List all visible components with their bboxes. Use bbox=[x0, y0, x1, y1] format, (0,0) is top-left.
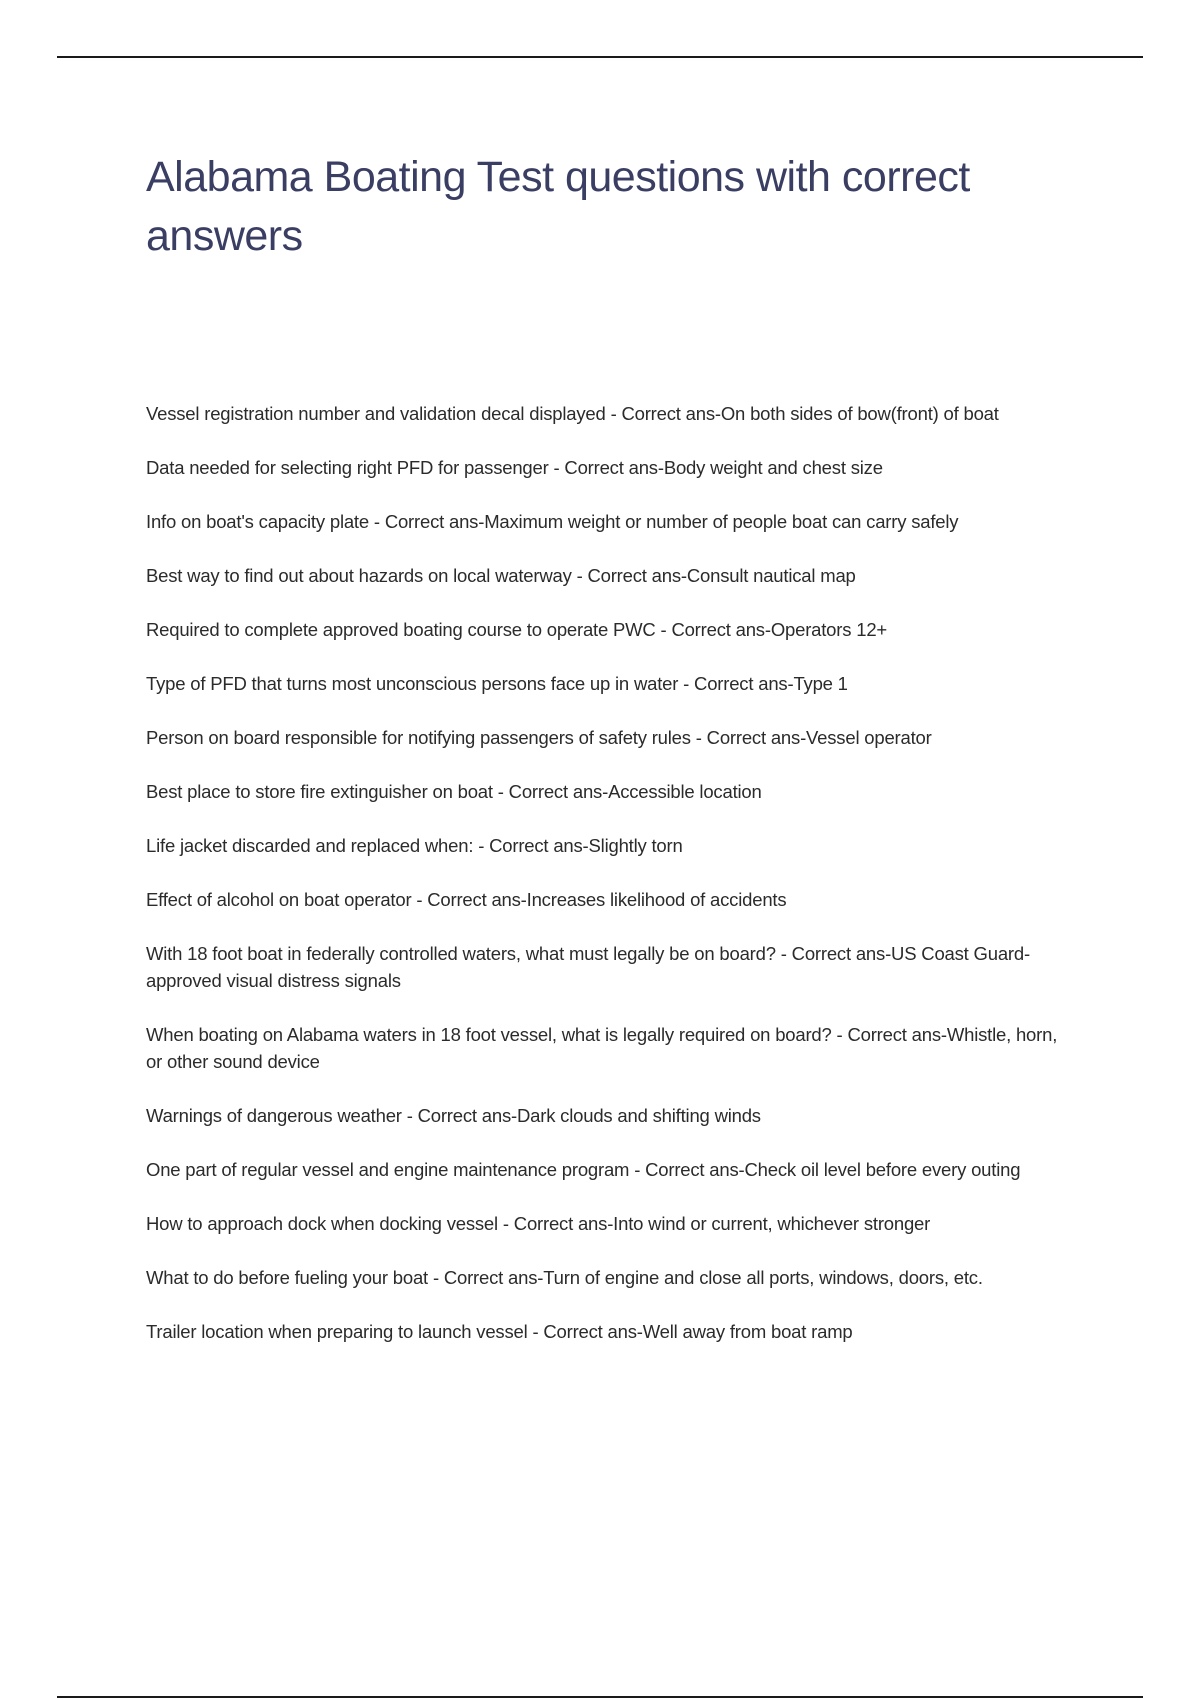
answer-prefix: Correct ans- bbox=[671, 619, 771, 640]
question-text: When boating on Alabama waters in 18 foot vessel, what is legally required on board? bbox=[146, 1024, 832, 1045]
question-text: Vessel registration number and validation decal displayed bbox=[146, 403, 606, 424]
answer-text: Increases likelihood of accidents bbox=[526, 889, 787, 910]
top-rule bbox=[57, 56, 1143, 58]
answer-text: Consult nautical map bbox=[686, 565, 856, 586]
answer-text: Operators 12+ bbox=[770, 619, 888, 640]
qa-item-8 bbox=[146, 778, 1076, 805]
answer-prefix: Correct ans- bbox=[694, 673, 794, 694]
qa-item-5 bbox=[146, 616, 1076, 643]
answer-prefix: Correct ans- bbox=[443, 1267, 544, 1288]
question-text: What to do before fueling your boat bbox=[146, 1267, 428, 1288]
qa-item-2 bbox=[146, 454, 1076, 481]
answer-prefix: Correct ans- bbox=[508, 781, 609, 802]
answer-prefix: Correct ans- bbox=[791, 943, 892, 964]
qa-item-6 bbox=[146, 670, 1076, 697]
answer-text: Dark clouds and shifting winds bbox=[516, 1105, 761, 1126]
answer-text: Maximum weight or number of people boat can carry safely bbox=[484, 511, 959, 532]
answer-text: US Coast Guard-approved visual distress signals bbox=[146, 943, 1030, 991]
answer-prefix: Correct ans- bbox=[543, 1321, 643, 1342]
answer-prefix: Correct ans- bbox=[489, 835, 589, 856]
bottom-rule bbox=[57, 1696, 1143, 1698]
qa-list bbox=[146, 400, 1076, 1372]
answer-prefix: Correct ans- bbox=[587, 565, 687, 586]
question-text: With 18 foot boat in federally controlled waters, what must legally be on board? bbox=[146, 943, 776, 964]
answer-prefix: Correct ans- bbox=[564, 457, 664, 478]
qa-item-9 bbox=[146, 832, 1076, 859]
answer-text: Turn of engine and close all ports, windows, doors, etc. bbox=[543, 1267, 983, 1288]
answer-text: Check oil level before every outing bbox=[744, 1159, 1021, 1180]
qa-item-14 bbox=[146, 1156, 1076, 1183]
answer-text: Into wind or current, whichever stronger bbox=[613, 1213, 931, 1234]
answer-text: Body weight and chest size bbox=[663, 457, 883, 478]
question-text: Info on boat's capacity plate bbox=[146, 511, 369, 532]
question-text: How to approach dock when docking vessel bbox=[146, 1213, 498, 1234]
page-title: Alabama Boating Test questions with correct answers bbox=[146, 153, 970, 260]
answer-prefix: Correct ans- bbox=[513, 1213, 614, 1234]
answer-prefix: Correct ans- bbox=[645, 1159, 745, 1180]
question-text: Best place to store fire extinguisher on boat bbox=[146, 781, 493, 802]
qa-item-10 bbox=[146, 886, 1076, 913]
question-text: Person on board responsible for notifying passengers of safety rules bbox=[146, 727, 691, 748]
qa-item-16 bbox=[146, 1264, 1076, 1291]
answer-text: On both sides of bow(front) of boat bbox=[720, 403, 999, 424]
question-text: Effect of alcohol on boat operator bbox=[146, 889, 412, 910]
answer-prefix: Correct ans- bbox=[427, 889, 527, 910]
answer-text: Whistle, horn, or other sound device bbox=[146, 1024, 1058, 1072]
answer-text: Accessible location bbox=[608, 781, 762, 802]
qa-item-3 bbox=[146, 508, 1076, 535]
question-text: Life jacket discarded and replaced when: bbox=[146, 835, 474, 856]
question-text: Warnings of dangerous weather bbox=[146, 1105, 402, 1126]
qa-item-11 bbox=[146, 940, 1076, 994]
answer-text: Slightly torn bbox=[588, 835, 683, 856]
answer-text: Type 1 bbox=[793, 673, 848, 694]
answer-prefix: Correct ans- bbox=[621, 403, 721, 424]
answer-text: Well away from boat ramp bbox=[642, 1321, 853, 1342]
answer-prefix: Correct ans- bbox=[417, 1105, 517, 1126]
question-text: Type of PFD that turns most unconscious persons face up in water bbox=[146, 673, 679, 694]
question-text: One part of regular vessel and engine maintenance program bbox=[146, 1159, 630, 1180]
qa-item-4 bbox=[146, 562, 1076, 589]
question-text: Trailer location when preparing to launch vessel bbox=[146, 1321, 528, 1342]
qa-item-15 bbox=[146, 1210, 1076, 1237]
question-text: Data needed for selecting right PFD for passenger bbox=[146, 457, 549, 478]
question-text: Required to complete approved boating course to operate PWC bbox=[146, 619, 656, 640]
qa-item-7 bbox=[146, 724, 1076, 751]
qa-item-12 bbox=[146, 1021, 1076, 1075]
answer-prefix: Correct ans- bbox=[847, 1024, 947, 1045]
question-text: Best way to find out about hazards on local waterway bbox=[146, 565, 572, 586]
qa-item-1 bbox=[146, 400, 1076, 427]
qa-item-17 bbox=[146, 1318, 1076, 1345]
qa-item-13 bbox=[146, 1102, 1076, 1129]
answer-prefix: Correct ans- bbox=[706, 727, 807, 748]
answer-prefix: Correct ans- bbox=[384, 511, 485, 532]
answer-text: Vessel operator bbox=[806, 727, 932, 748]
